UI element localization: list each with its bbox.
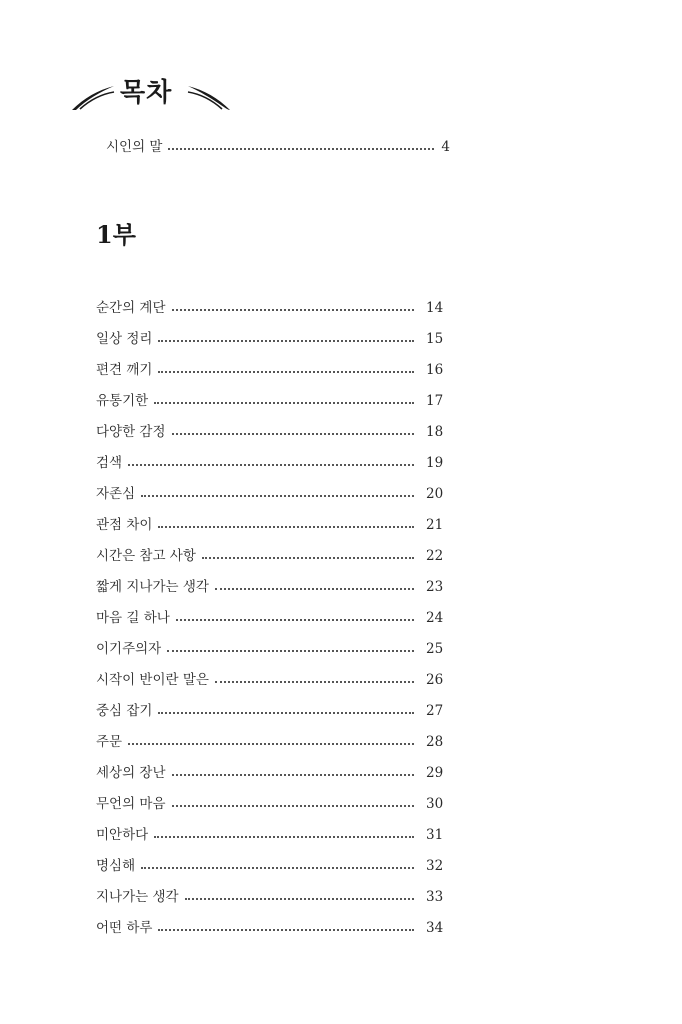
entry-page-number: 22 <box>426 547 444 564</box>
entry-label: 관점 차이 <box>96 516 153 533</box>
entry-page-number: 25 <box>426 640 444 657</box>
dot-leader <box>154 402 414 404</box>
entry-label: 중심 잡기 <box>96 702 153 719</box>
entry-label: 어떤 하루 <box>96 919 153 936</box>
dot-leader <box>215 681 414 683</box>
dot-leader <box>215 588 414 590</box>
entry-page-number: 18 <box>426 423 444 440</box>
toc-entry[interactable] <box>96 850 442 881</box>
dot-leader <box>141 867 414 869</box>
toc-entry[interactable] <box>96 540 442 571</box>
toc-entry[interactable] <box>96 726 442 757</box>
entry-page-number: 33 <box>426 888 444 905</box>
dot-leader <box>202 557 414 559</box>
dot-leader <box>167 650 414 652</box>
dot-leader <box>158 929 414 931</box>
dot-leader <box>172 774 415 776</box>
entry-label: 마음 길 하나 <box>96 609 170 626</box>
toc-entry[interactable] <box>96 633 442 664</box>
entry-page-number: 4 <box>441 139 450 155</box>
dot-leader <box>185 898 414 900</box>
part-title: 1부 <box>96 220 136 249</box>
entry-page-number: 29 <box>426 764 444 781</box>
left-swoosh-ornament <box>70 82 116 112</box>
entry-page-number: 31 <box>426 826 444 843</box>
entry-page-number: 14 <box>426 299 444 316</box>
right-swoosh-ornament <box>186 82 232 112</box>
toc-entry[interactable] <box>96 416 442 447</box>
entry-label: 이기주의자 <box>96 640 162 657</box>
toc-entry[interactable] <box>96 819 442 850</box>
entry-label: 일상 정리 <box>96 330 153 347</box>
entry-label: 미안하다 <box>96 826 149 843</box>
entry-label: 명심해 <box>96 857 136 874</box>
entry-page-number: 32 <box>426 857 444 874</box>
entry-page-number: 30 <box>426 795 444 812</box>
entry-page-number: 28 <box>426 733 444 750</box>
dot-leader <box>158 526 414 528</box>
entry-label: 자존심 <box>96 485 136 502</box>
toc-entry[interactable] <box>96 695 442 726</box>
entry-label: 짧게 지나가는 생각 <box>96 578 209 595</box>
dot-leader <box>172 309 415 311</box>
entry-page-number: 26 <box>426 671 444 688</box>
entry-page-number: 23 <box>426 578 444 595</box>
entry-page-number: 21 <box>426 516 444 533</box>
dot-leader <box>176 619 414 621</box>
entry-label: 다양한 감정 <box>96 423 166 440</box>
entry-label: 세상의 장난 <box>96 764 166 781</box>
entry-label: 편견 깨기 <box>96 361 153 378</box>
entry-label: 검색 <box>96 454 123 471</box>
toc-entry[interactable] <box>96 354 442 385</box>
toc-entry[interactable] <box>96 478 442 509</box>
toc-list <box>96 292 442 943</box>
toc-entry[interactable] <box>96 323 442 354</box>
toc-entry[interactable] <box>96 571 442 602</box>
toc-entry[interactable] <box>96 447 442 478</box>
toc-title: 목차 <box>120 78 173 108</box>
entry-label: 순간의 계단 <box>96 299 166 316</box>
toc-entry[interactable] <box>96 881 442 912</box>
entry-label: 유통기한 <box>96 392 149 409</box>
entry-page-number: 19 <box>426 454 444 471</box>
entry-page-number: 16 <box>426 361 444 378</box>
dot-leader <box>154 836 414 838</box>
entry-page-number: 17 <box>426 392 444 409</box>
toc-entry[interactable] <box>96 788 442 819</box>
entry-page-number: 24 <box>426 609 444 626</box>
toc-entry[interactable] <box>96 757 442 788</box>
dot-leader <box>158 712 414 714</box>
toc-entry[interactable] <box>96 912 442 943</box>
dot-leader <box>128 464 414 466</box>
dot-leader <box>168 148 434 150</box>
dot-leader <box>128 743 414 745</box>
toc-entry[interactable] <box>96 292 442 323</box>
toc-entry[interactable] <box>96 509 442 540</box>
entry-page-number: 15 <box>426 330 444 347</box>
dot-leader <box>141 495 414 497</box>
entry-label: 시간은 참고 사항 <box>96 547 196 564</box>
dot-leader <box>158 371 414 373</box>
entry-page-number: 20 <box>426 485 444 502</box>
entry-label: 시작이 반이란 말은 <box>96 671 209 688</box>
entry-label: 지나가는 생각 <box>96 888 179 905</box>
dot-leader <box>158 340 414 342</box>
toc-entry[interactable] <box>96 602 442 633</box>
toc-entry-preface[interactable] <box>106 137 450 157</box>
entry-label: 주문 <box>96 733 123 750</box>
entry-label: 무언의 마음 <box>96 795 166 812</box>
toc-header <box>70 76 240 116</box>
dot-leader <box>172 433 415 435</box>
entry-label: 시인의 말 <box>106 139 163 155</box>
dot-leader <box>172 805 415 807</box>
toc-entry[interactable] <box>96 385 442 416</box>
toc-entry[interactable] <box>96 664 442 695</box>
entry-page-number: 34 <box>426 919 444 936</box>
entry-page-number: 27 <box>426 702 444 719</box>
